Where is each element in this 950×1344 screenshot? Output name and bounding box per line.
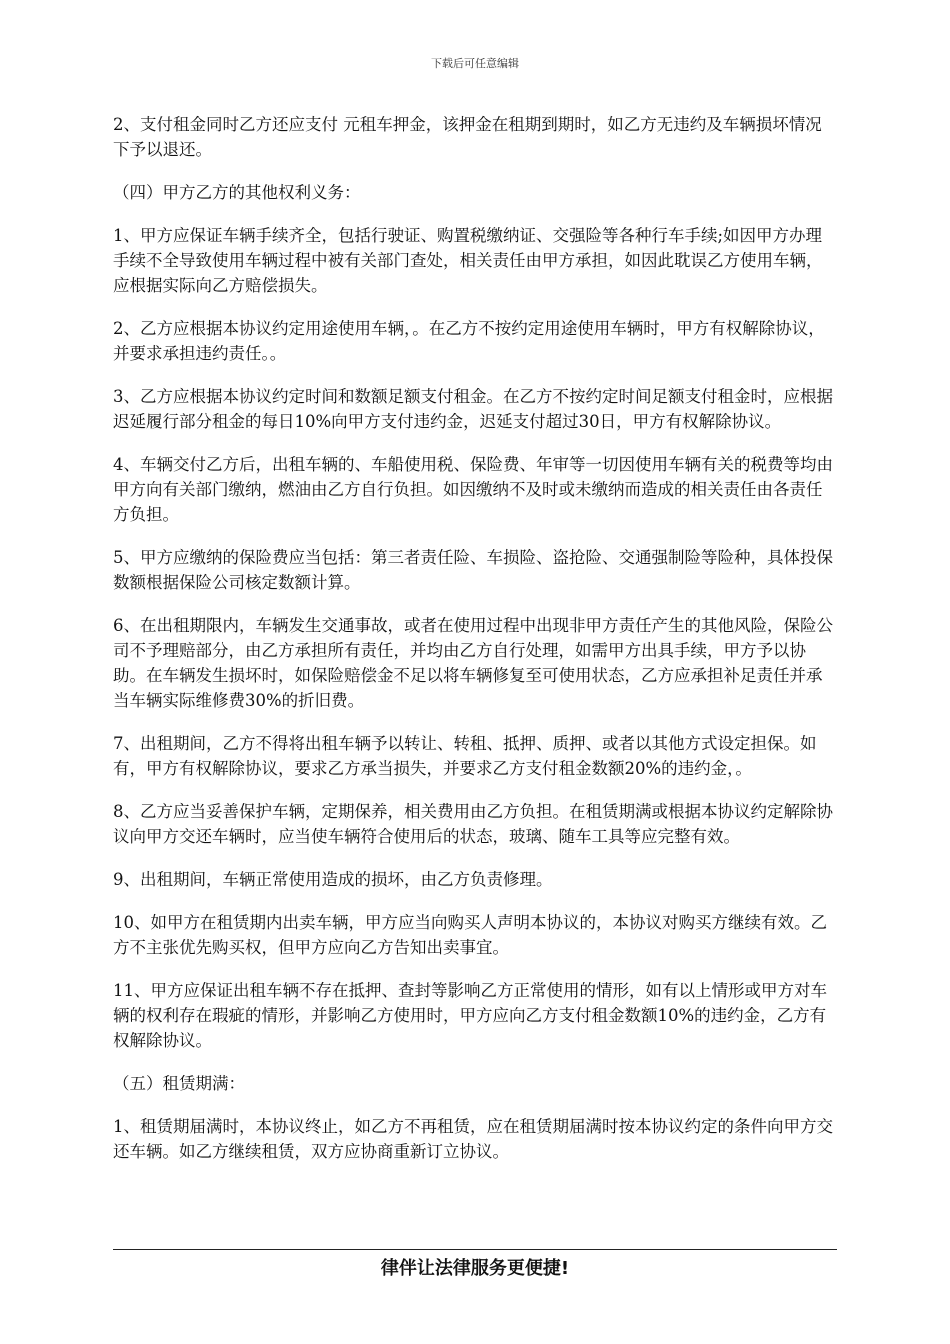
section-heading-5: （五）租赁期满： bbox=[113, 1074, 245, 1093]
clause-4-10: 10、如甲方在租赁期内出卖车辆，甲方应当向购买人声明本协议的，本协议对购买方继续有效。乙方不主张优先购买权，但甲方应向乙方告知出卖事宜。 bbox=[113, 913, 827, 957]
clause-4-7: 7、出租期间，乙方不得将出租车辆予以转让、转租、抵押、质押、或者以其他方式设定担保。如有，甲方有权解除协议，要求乙方承当损失，并要求乙方支付租金数额20%的违约金，。 bbox=[113, 734, 817, 778]
header-note: 下载后可任意编辑 bbox=[431, 57, 519, 70]
document-body bbox=[113, 112, 835, 1182]
section-heading-4: （四）甲方乙方的其他权利义务： bbox=[113, 183, 361, 202]
footer-divider bbox=[113, 1249, 837, 1250]
clause-4-4: 4、车辆交付乙方后，出租车辆的、车船使用税、保险费、年审等一切因使用车辆有关的税费等均由甲方向有关部门缴纳，燃油由乙方自行负担。如因缴纳不及时或未缴纳而造成的相关责任由各责任方负担。 bbox=[113, 455, 833, 524]
clause-4-5: 5、甲方应缴纳的保险费应当包括：第三者责任险、车损险、盗抢险、交通强制险等险种，具体投保数额根据保险公司核定数额计算。 bbox=[113, 548, 833, 592]
clause-4-6: 6、在出租期限内，车辆发生交通事故，或者在使用过程中出现非甲方责任产生的其他风险，保险公司不予理赔部分，由乙方承担所有责任，并均由乙方自行处理，如需甲方出具手续，甲方予以协助。在车辆发生损坏时，如保险赔偿金不足以将车辆修复至可使用状态，乙方应承担补足责任并承当车辆实际维修费30%的折旧费。 bbox=[113, 616, 833, 710]
clause-4-3: 3、乙方应根据本协议约定时间和数额足额支付租金。在乙方不按约定时间足额支付租金时，应根据迟延履行部分租金的每日10%向甲方支付违约金，迟延支付超过30日，甲方有权解除协议。 bbox=[113, 387, 833, 431]
footer-slogan: 律伴让法律服务更便捷! bbox=[380, 1258, 570, 1279]
clause-4-2: 2、乙方应根据本协议约定用途使用车辆，。在乙方不按约定用途使用车辆时，甲方有权解除协议，并要求承担违约责任。。 bbox=[113, 319, 825, 363]
clause-deposit: 2、支付租金同时乙方还应支付 元租车押金，该押金在租期到期时，如乙方无违约及车辆损坏情况下予以退还。 bbox=[113, 115, 822, 159]
clause-4-1: 1、甲方应保证车辆手续齐全，包括行驶证、购置税缴纳证、交强险等各种行车手续;如因甲方办理手续不全导致使用车辆过程中被有关部门查处，相关责任由甲方承担，如因此耽误乙方使用车辆，应根据实际向乙方赔偿损失。 bbox=[113, 226, 823, 295]
clause-5-1: 1、租赁期届满时，本协议终止，如乙方不再租赁，应在租赁期届满时按本协议约定的条件向甲方交还车辆。如乙方继续租赁，双方应协商重新订立协议。 bbox=[113, 1117, 833, 1161]
clause-4-11: 11、甲方应保证出租车辆不存在抵押、查封等影响乙方正常使用的情形，如有以上情形或甲方对车辆的权利存在瑕疵的情形，并影响乙方使用时，甲方应向乙方支付租金数额10%的违约金，乙方有权解除协议。 bbox=[113, 981, 827, 1050]
clause-4-8: 8、乙方应当妥善保护车辆，定期保养，相关费用由乙方负担。在租赁期满或根据本协议约定解除协议向甲方交还车辆时，应当使车辆符合使用后的状态，玻璃、随车工具等应完整有效。 bbox=[113, 802, 833, 846]
clause-4-9: 9、出租期间，车辆正常使用造成的损坏，由乙方负责修理。 bbox=[113, 870, 553, 889]
